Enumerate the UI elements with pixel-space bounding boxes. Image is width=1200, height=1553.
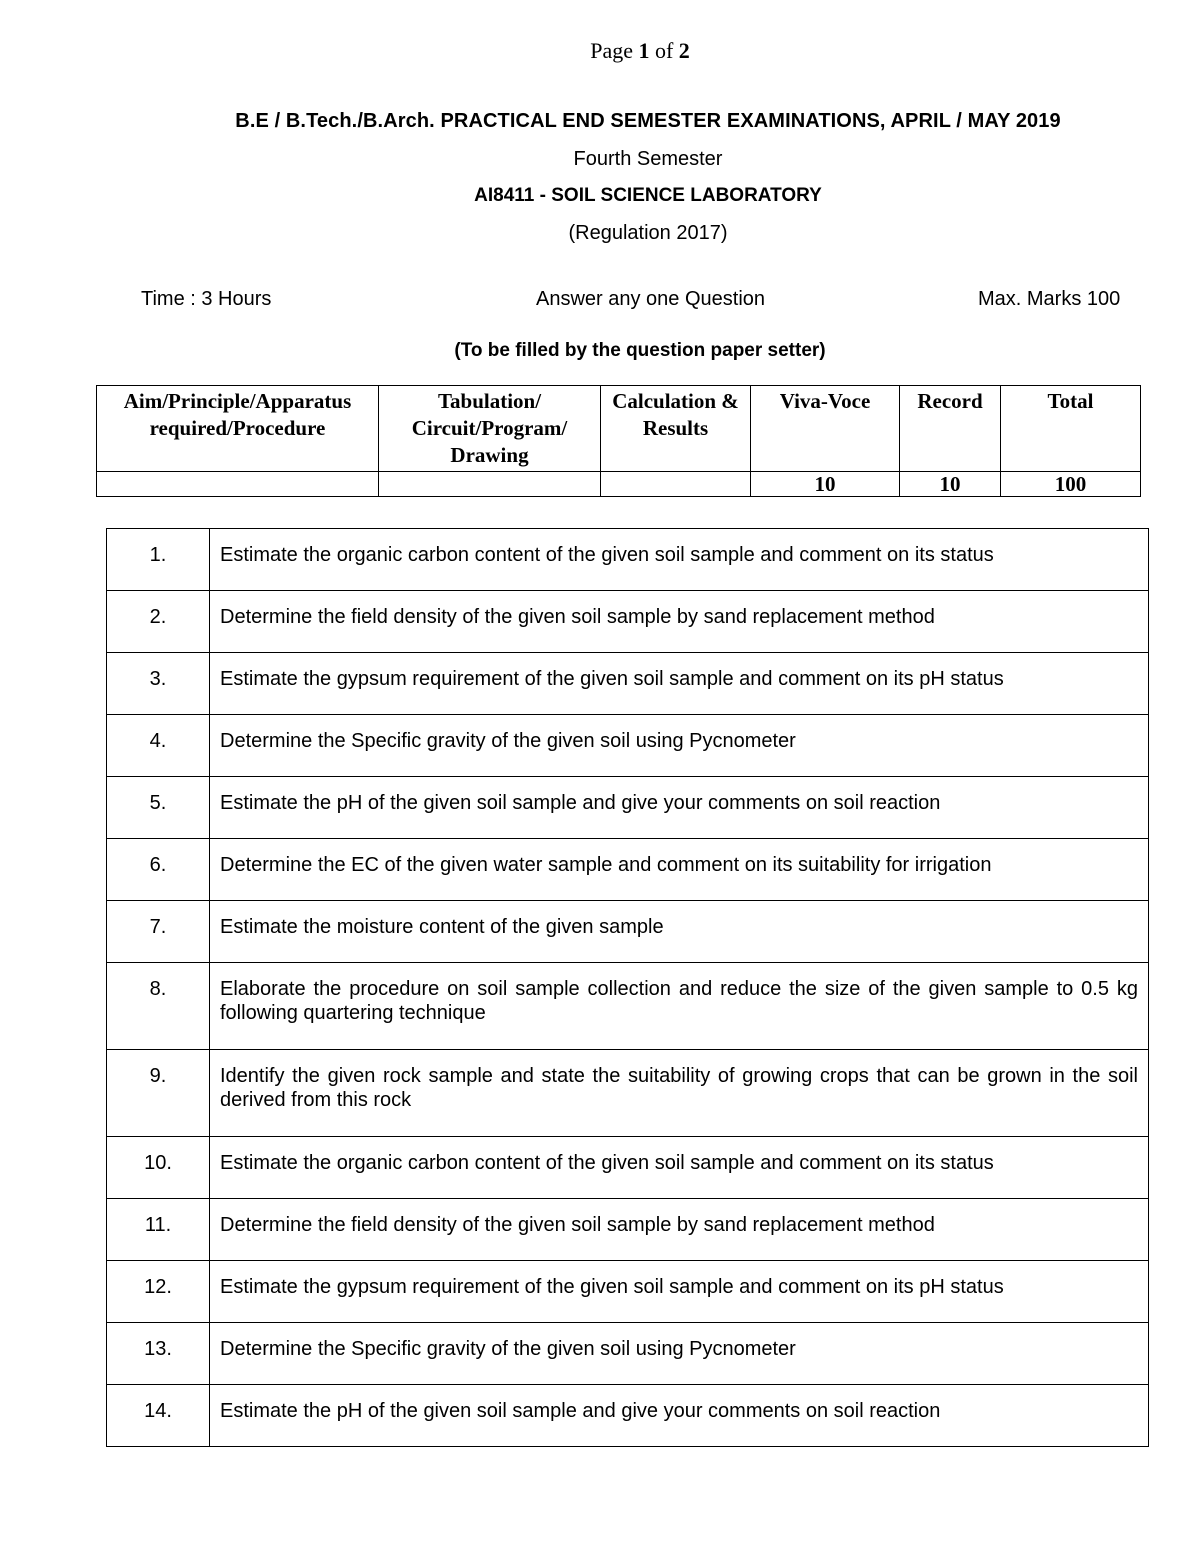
marks-value-cell (379, 472, 601, 497)
question-text: Determine the Specific gravity of the given soil using Pycnometer (210, 1323, 1149, 1385)
question-text: Determine the Specific gravity of the given soil using Pycnometer (210, 715, 1149, 777)
question-text: Estimate the organic carbon content of the given soil sample and comment on its status (210, 1137, 1149, 1199)
question-number: 2. (107, 591, 210, 653)
questions-table (106, 528, 1149, 1447)
exam-instruction: Answer any one Question (536, 288, 766, 310)
marks-header-cell: Tabulation/ Circuit/Program/ Drawing (379, 386, 601, 472)
question-text: Determine the EC of the given water sample and comment on its suitability for irrigation (210, 839, 1149, 901)
question-number: 7. (107, 901, 210, 963)
question-number: 6. (107, 839, 210, 901)
question-text: Estimate the pH of the given soil sample and give your comments on soil reaction (210, 1385, 1149, 1447)
subject-title: AI8411 - SOIL SCIENCE LABORATORY (474, 185, 822, 206)
marks-header-cell: Record (900, 386, 1001, 472)
question-text: Determine the field density of the given soil sample by sand replacement method (210, 1199, 1149, 1261)
question-number: 11. (107, 1199, 210, 1261)
question-row (107, 839, 1149, 901)
question-text: Estimate the organic carbon content of the given soil sample and comment on its status (210, 529, 1149, 591)
question-number: 10. (107, 1137, 210, 1199)
time-allowed: Time : 3 Hours (141, 288, 272, 310)
question-row (107, 529, 1149, 591)
question-row (107, 901, 1149, 963)
marks-header-cell: Total (1001, 386, 1141, 472)
question-row (107, 1137, 1149, 1199)
question-row (107, 1261, 1149, 1323)
question-row (107, 1385, 1149, 1447)
question-row (107, 1323, 1149, 1385)
question-number: 9. (107, 1050, 210, 1137)
question-text: Estimate the pH of the given soil sample and give your comments on soil reaction (210, 777, 1149, 839)
question-number: 13. (107, 1323, 210, 1385)
question-row (107, 1050, 1149, 1137)
max-marks: Max. Marks 100 (978, 288, 1121, 310)
semester: Fourth Semester (573, 148, 723, 170)
marks-value-cell: 100 (1001, 472, 1141, 497)
question-number: 8. (107, 963, 210, 1050)
question-row (107, 591, 1149, 653)
question-row (107, 1199, 1149, 1261)
question-text: Estimate the gypsum requirement of the given soil sample and comment on its pH status (210, 653, 1149, 715)
page-total: 2 (678, 38, 690, 63)
exam-title: B.E / B.Tech./B.Arch. PRACTICAL END SEMESTER EXAMINATIONS, APRIL / MAY 2019 (235, 110, 1061, 132)
marks-distribution-table (96, 385, 1141, 497)
marks-value-cell: 10 (900, 472, 1001, 497)
marks-header-row (97, 386, 1141, 472)
question-text: Estimate the moisture content of the given sample (210, 901, 1149, 963)
marks-header-cell: Viva-Voce (751, 386, 900, 472)
question-row (107, 715, 1149, 777)
marks-value-row (97, 472, 1141, 497)
page-prefix: Page (590, 38, 633, 63)
page-current: 1 (638, 38, 650, 63)
question-number: 12. (107, 1261, 210, 1323)
page-of: of (654, 38, 674, 63)
marks-value-cell: 10 (751, 472, 900, 497)
marks-header-cell: Calculation & Results (601, 386, 751, 472)
question-text: Determine the field density of the given soil sample by sand replacement method (210, 591, 1149, 653)
question-row (107, 963, 1149, 1050)
setter-note: (To be filled by the question paper setter) (454, 340, 826, 361)
question-text: Elaborate the procedure on soil sample collection and reduce the size of the given sample to 0.5 kg following quartering technique (210, 963, 1149, 1050)
marks-header-cell: Aim/Principle/Apparatus required/Procedure (97, 386, 379, 472)
marks-value-cell (601, 472, 751, 497)
question-number: 5. (107, 777, 210, 839)
question-text: Estimate the gypsum requirement of the given soil sample and comment on its pH status (210, 1261, 1149, 1323)
page-number (0, 38, 1200, 64)
marks-value-cell (97, 472, 379, 497)
question-number: 1. (107, 529, 210, 591)
question-number: 3. (107, 653, 210, 715)
question-row (107, 653, 1149, 715)
question-text: Identify the given rock sample and state the suitability of growing crops that can be grown in the soil derived from this rock (210, 1050, 1149, 1137)
question-row (107, 777, 1149, 839)
question-number: 14. (107, 1385, 210, 1447)
regulation: (Regulation 2017) (568, 222, 728, 244)
question-number: 4. (107, 715, 210, 777)
